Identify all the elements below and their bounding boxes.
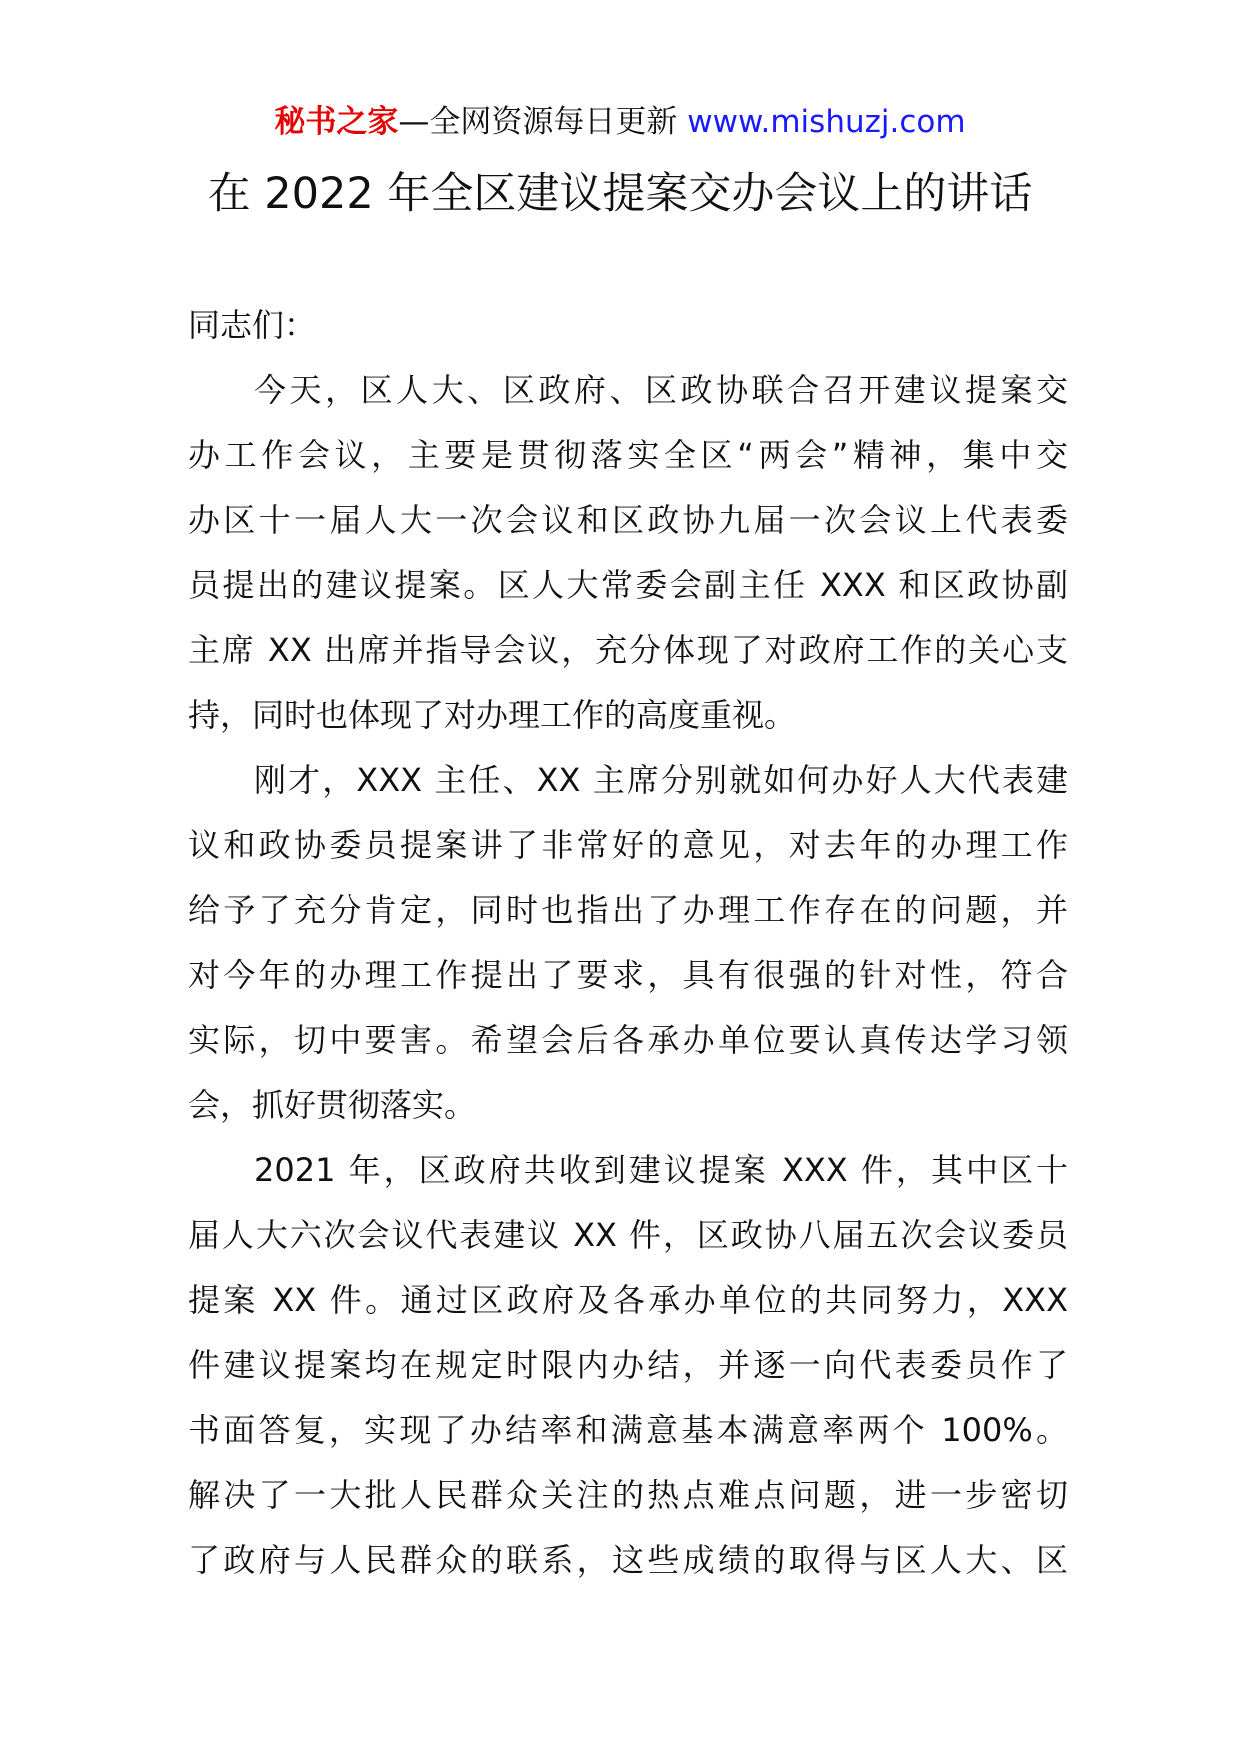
paragraph-3-line-1: 2021 年，区政府共收到建议提案 XXX 件，其中区十 xyxy=(254,1151,1068,1189)
site-url-link[interactable]: www.mishuzj.com xyxy=(687,104,966,140)
paragraph-3-line-4: 件建议提案均在规定时限内办结，并逐一向代表委员作了 xyxy=(188,1346,1068,1384)
paragraph-1-line-2: 办工作会议，主要是贯彻落实全区“两会”精神，集中交 xyxy=(188,436,1068,474)
document-body xyxy=(188,293,1068,1593)
paragraph-2-line-5: 实际，切中要害。希望会后各承办单位要认真传达学习领 xyxy=(188,1021,1068,1059)
salutation: 同志们： xyxy=(188,306,317,344)
paragraph-3-line-2: 届人大六次会议代表建议 XX 件，区政协八届五次会议委员 xyxy=(188,1216,1068,1254)
paragraph-3-line-5: 书面答复，实现了办结率和满意基本满意率两个 100%。 xyxy=(188,1411,1068,1449)
header-slogan: —全网资源每日更新 xyxy=(398,104,688,140)
paragraph-3-line-7: 了政府与人民群众的联系，这些成绩的取得与区人大、区 xyxy=(188,1541,1068,1579)
paragraph-3-line-6: 解决了一大批人民群众关注的热点难点问题，进一步密切 xyxy=(188,1476,1068,1514)
paragraph-2-line-1: 刚才，XXX 主任、XX 主席分别就如何办好人大代表建 xyxy=(254,761,1068,799)
paragraph-1-line-4: 员提出的建议提案。区人大常委会副主任 XXX 和区政协副 xyxy=(188,566,1068,604)
document-title: 在 2022 年全区建议提案交办会议上的讲话 xyxy=(207,169,1033,219)
paragraph-2-line-4: 对今年的办理工作提出了要求，具有很强的针对性，符合 xyxy=(188,956,1068,994)
paragraph-1-line-6: 持，同时也体现了对办理工作的高度重视。 xyxy=(188,696,797,734)
paragraph-2-line-2: 议和政协委员提案讲了非常好的意见，对去年的办理工作 xyxy=(188,826,1068,864)
paragraph-2-line-3: 给予了充分肯定，同时也指出了办理工作存在的问题，并 xyxy=(188,891,1068,929)
paragraph-2-line-6: 会，抓好贯彻落实。 xyxy=(188,1086,477,1124)
paragraph-1-line-3: 办区十一届人大一次会议和区政协九届一次会议上代表委 xyxy=(188,501,1068,539)
paragraph-3-line-3: 提案 XX 件。通过区政府及各承办单位的共同努力，XXX xyxy=(188,1281,1068,1319)
paragraph-1-line-5: 主席 XX 出席并指导会议，充分体现了对政府工作的关心支 xyxy=(188,631,1068,669)
brand-name: 秘书之家 xyxy=(274,104,399,140)
paragraph-1-line-1: 今天，区人大、区政府、区政协联合召开建议提案交 xyxy=(254,371,1068,409)
site-header xyxy=(0,100,1240,144)
